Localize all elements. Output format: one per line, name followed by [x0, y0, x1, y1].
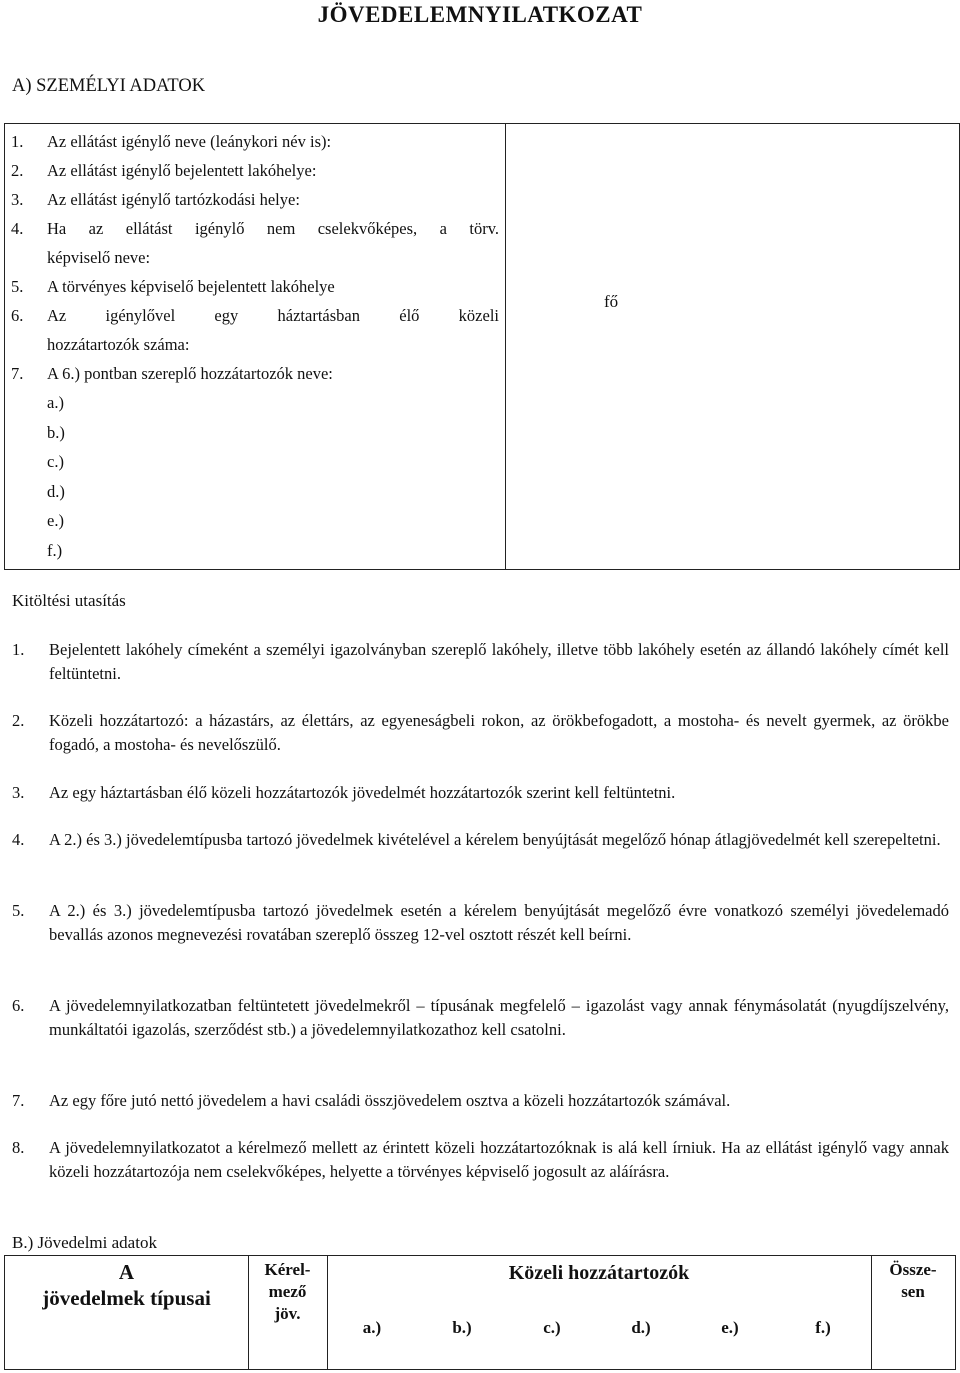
applicant-header-line2: mező — [268, 1282, 307, 1301]
instruction-4 — [12, 828, 949, 852]
item-number: 7. — [11, 364, 24, 383]
total-header — [871, 1259, 955, 1303]
item-3 — [11, 185, 499, 214]
member-e: e.) — [47, 511, 64, 530]
instruction-1 — [12, 638, 949, 686]
item-number: 1. — [11, 132, 24, 151]
personal-data-table — [4, 123, 960, 570]
instruction-number: 6. — [12, 996, 25, 1015]
applicant-header-line1: Kérel- — [264, 1260, 311, 1279]
item-label-line1: Az igénylővel egy háztartásban élő közeli — [47, 306, 499, 325]
instruction-text: Az egy háztartásban élő közeli hozzátartozók jövedelmét hozzátartozók szerint kell feltüntetni. — [49, 783, 676, 802]
relatives-header: Közeli hozzátartozók — [508, 1262, 690, 1284]
personal-data-answer-field[interactable] — [506, 124, 960, 570]
personal-data-labels — [5, 124, 506, 570]
instruction-2 — [12, 709, 949, 757]
section-b-title: B.) Jövedelmi adatok — [12, 1233, 157, 1252]
member-f: f.) — [47, 540, 63, 560]
total-header-line2: sen — [901, 1282, 925, 1301]
item-6 — [11, 301, 499, 359]
item-label-line2: képviselő neve: — [47, 248, 151, 267]
household-count-unit: fő — [604, 292, 619, 311]
item-number: 6. — [11, 306, 24, 325]
income-type-column — [5, 1256, 249, 1369]
item-4 — [11, 214, 499, 272]
item-number: 5. — [11, 277, 24, 296]
item-7 — [11, 359, 499, 388]
item-number: 2. — [11, 161, 24, 180]
instruction-7 — [12, 1089, 949, 1113]
instruction-number: 3. — [12, 783, 25, 802]
applicant-header-line3: jöv. — [274, 1304, 301, 1323]
instruction-number: 7. — [12, 1091, 25, 1110]
instruction-text: Közeli hozzátartozó: a házastárs, az élettárs, az egyeneságbeli rokon, az örökbefogadott, a mostoha- és nevelt gyermek, az örökbe fogadó, a mostoha- és nevelőszülő. — [49, 711, 949, 754]
relative-col-c: c.) — [543, 1318, 561, 1337]
instructions-title: Kitöltési utasítás — [12, 591, 126, 610]
member-a: a.) — [47, 393, 64, 412]
instruction-3 — [12, 781, 949, 805]
instruction-text: Bejelentett lakóhely címeként a személyi igazolványban szereplő lakóhely, illetve több lakóhely esetén az állandó lakóhely címét kell feltüntetni. — [49, 640, 949, 683]
instruction-5 — [12, 899, 949, 947]
instruction-text: Az egy főre jutó nettó jövedelem a havi családi összjövedelem osztva a közeli hozzátartozók számával. — [49, 1091, 731, 1110]
item-label: Az ellátást igénylő neve (leánykori név is): — [47, 132, 332, 151]
item-label: A 6.) pontban szereplő hozzátartozók neve: — [47, 364, 333, 383]
member-b: b.) — [47, 422, 65, 442]
relative-col-a: a.) — [362, 1318, 382, 1337]
section-a-title: A) SZEMÉLYI ADATOK — [12, 76, 206, 96]
instruction-number: 1. — [12, 640, 25, 659]
income-type-header-line1: A — [118, 1260, 135, 1284]
member-c: c.) — [47, 452, 64, 471]
item-label: Az ellátást igénylő tartózkodási helye: — [47, 190, 300, 209]
relative-col-b: b.) — [452, 1318, 472, 1337]
instruction-number: 4. — [12, 830, 25, 849]
document-title: JÖVEDELEMNYILATKOZAT — [317, 2, 643, 27]
member-d: d.) — [47, 481, 65, 501]
relative-col-d: d.) — [631, 1318, 651, 1337]
item-label-line2: hozzátartozók száma: — [47, 335, 190, 354]
instruction-number: 5. — [12, 901, 25, 920]
instruction-text: A jövedelemnyilatkozatban feltüntetett jövedelmekről – típusának megfelelő – igazolást vagy annak fénymásolatát (nyugdíjszelvény, munkáltatói igazolás, szerződést stb.) a jövedelemnyilatkozathoz kell csatolni. — [49, 996, 949, 1039]
item-label: A törvényes képviselő bejelentett lakóhelye — [47, 277, 335, 296]
income-table — [4, 1255, 956, 1370]
total-header-line1: Össze- — [889, 1260, 937, 1279]
item-label: Az ellátást igénylő bejelentett lakóhelye: — [47, 161, 317, 180]
instruction-number: 2. — [12, 711, 25, 730]
item-number: 3. — [11, 190, 24, 209]
relative-col-e: e.) — [721, 1318, 739, 1337]
instruction-6 — [12, 994, 949, 1042]
instruction-text: A 2.) és 3.) jövedelemtípusba tartozó jövedelmek kivételével a kérelem benyújtását megelőző hónap átlagjövedelmét kell szerepeltetni. — [49, 830, 941, 849]
item-label-line1: Ha az ellátást igénylő nem cselekvőképes, a törv. — [47, 219, 499, 238]
item-5 — [11, 272, 499, 301]
instruction-number: 8. — [12, 1138, 25, 1157]
item-number: 4. — [11, 219, 24, 238]
relative-col-f: f.) — [815, 1318, 831, 1337]
applicant-income-column — [248, 1256, 328, 1369]
instruction-text: A 2.) és 3.) jövedelemtípusba tartozó jövedelmek esetén a kérelem benyújtását megelőző évre vonatkozó személyi jövedelemadó bevallás azonos megnevezési rovatában szereplő összeg 12-vel osztott részét kell beírni. — [49, 901, 949, 944]
instruction-8 — [12, 1136, 949, 1184]
item-2 — [11, 156, 499, 185]
item-1 — [11, 127, 499, 156]
instruction-text: A jövedelemnyilatkozatot a kérelmező mellett az érintett közeli hozzátartozóknak is alá kell írniuk. Ha az ellátást igénylő vagy annak közeli hozzátartozója nem cselekvőképes, helyette a törvényes képviselő jogosult az aláírásra. — [49, 1138, 949, 1181]
income-type-header-line2: jövedelmek típusai — [42, 1286, 211, 1310]
